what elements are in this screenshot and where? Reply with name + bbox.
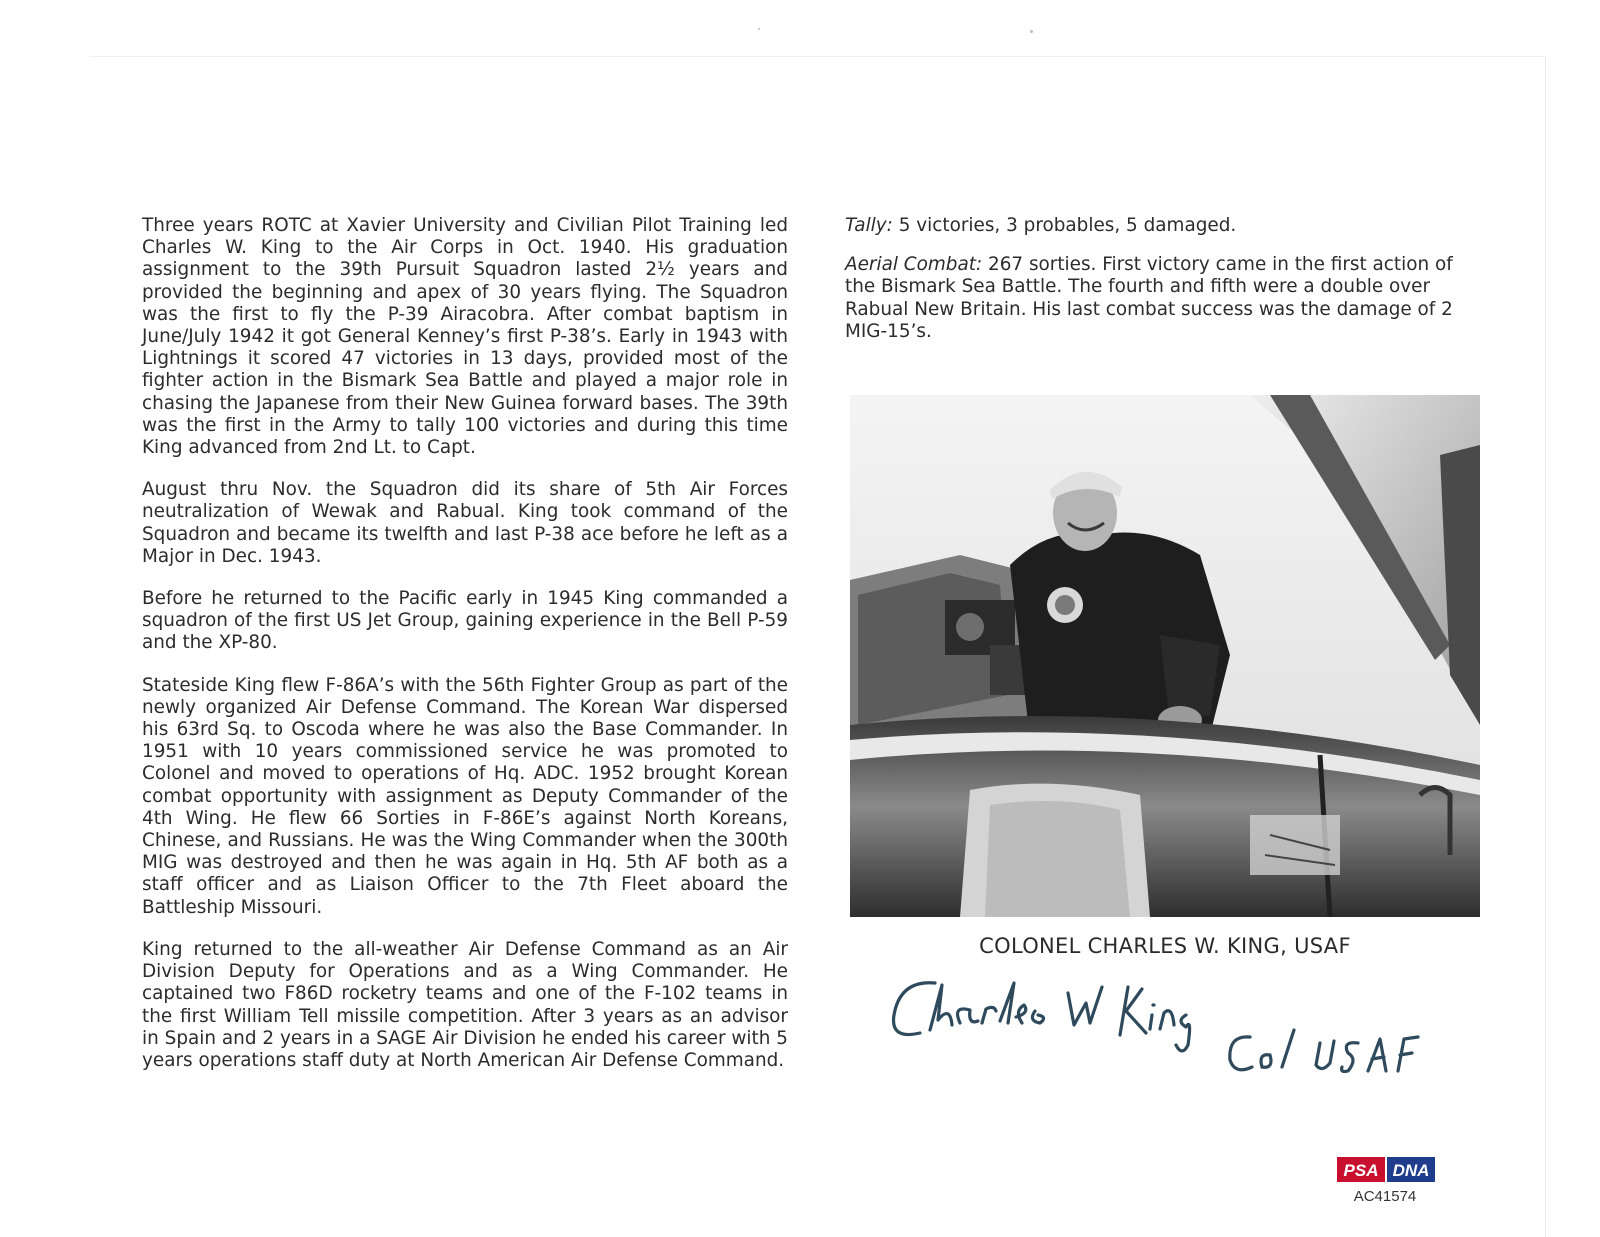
pilot-cockpit-photo	[850, 395, 1480, 917]
logo-psa-text: PSA	[1343, 1161, 1379, 1180]
biography-paragraph: August thru Nov. the Squadron did its share of 5th Air Forces neutralization of Wewak and Rabual. King took command of the Squadron and became its twelfth and last P-38 ace before he left as a Major in Dec. 1943.	[142, 479, 788, 567]
tally-line	[845, 215, 1485, 237]
biography-paragraph: Before he returned to the Pacific early in 1945 King commanded a squadron of the first US Jet Group, gaining experience in the Bell P-59 and the XP-80.	[142, 588, 788, 654]
aerial-combat-text: 267 sorties. First victory came in the first action of the Bismark Sea Battle. The fourth and fifth were a double over Rabual New Britain. His last combat success was the damage of 2 MIG-15’s.	[845, 254, 1453, 342]
aerial-combat-paragraph	[845, 254, 1485, 343]
tally-text: 5 victories, 3 probables, 5 damaged.	[892, 215, 1237, 236]
psa-dna-logo	[1337, 1157, 1435, 1182]
photo-caption: COLONEL CHARLES W. KING, USAF	[979, 934, 1351, 958]
biography-column	[142, 215, 788, 1092]
autograph-signature	[890, 975, 1450, 1095]
tally-lead: Tally:	[845, 215, 893, 236]
logo-dna-text: DNA	[1392, 1161, 1430, 1180]
paper-speck	[1030, 30, 1033, 33]
aerial-combat-lead: Aerial Combat:	[845, 254, 983, 276]
biography-paragraph: Three years ROTC at Xavier University and Civilian Pilot Training led Charles W. King to the Air Corps in Oct. 1940. His graduation assignment to the 39th Pursuit Squadron lasted 2½ years and provided the beginning and apex of 30 years flying. The Squadron was the first to fly the P-39 Airacobra. After combat baptism in June/July 1942 it got General Kenney’s first P-38’s. Early in 1943 with Lightnings it scored 47 victories in 13 days, provided most of the fighter action in the Bismark Sea Battle and played a major role in chasing the Japanese from their New Guinea forward bases. The 39th was the first in the Army to tally 100 victories and during this time King advanced from 2nd Lt. to Capt.	[142, 215, 788, 459]
certification-number: AC41574	[1353, 1188, 1417, 1205]
biography-paragraph: King returned to the all-weather Air Defense Command as an Air Division Deputy for Operations and as a Wing Commander. He captained two F86D rocketry teams and one of the F-102 teams in the first William Tell missile competition. After 3 years as an advisor in Spain and 2 years in a SAGE Air Division he ended his career with 5 years operations staff duty at North American Air Defense Command.	[142, 938, 788, 1071]
record-column	[845, 215, 1485, 360]
biography-paragraph: Stateside King flew F-86A’s with the 56th Fighter Group as part of the newly organized Air Defense Command. The Korean War dispersed his 63rd Sq. to Oscoda where he was also the Base Commander. In 1951 with 10 years commissioned service he was promoted to Colonel and moved to operations of Hq. ADC. 1952 brought Korean combat opportunity with assignment as Deputy Commander of the 4th Wing. He flew 66 Sorties in F-86E’s against North Koreans, Chinese, and Russians. He was the Wing Commander when the 300th MIG was destroyed and then he was again in Hq. 5th AF both as a staff officer and as Liaison Officer to the 7th Fleet aboard the Battleship Missouri.	[142, 674, 788, 918]
paper-speck	[758, 28, 760, 30]
